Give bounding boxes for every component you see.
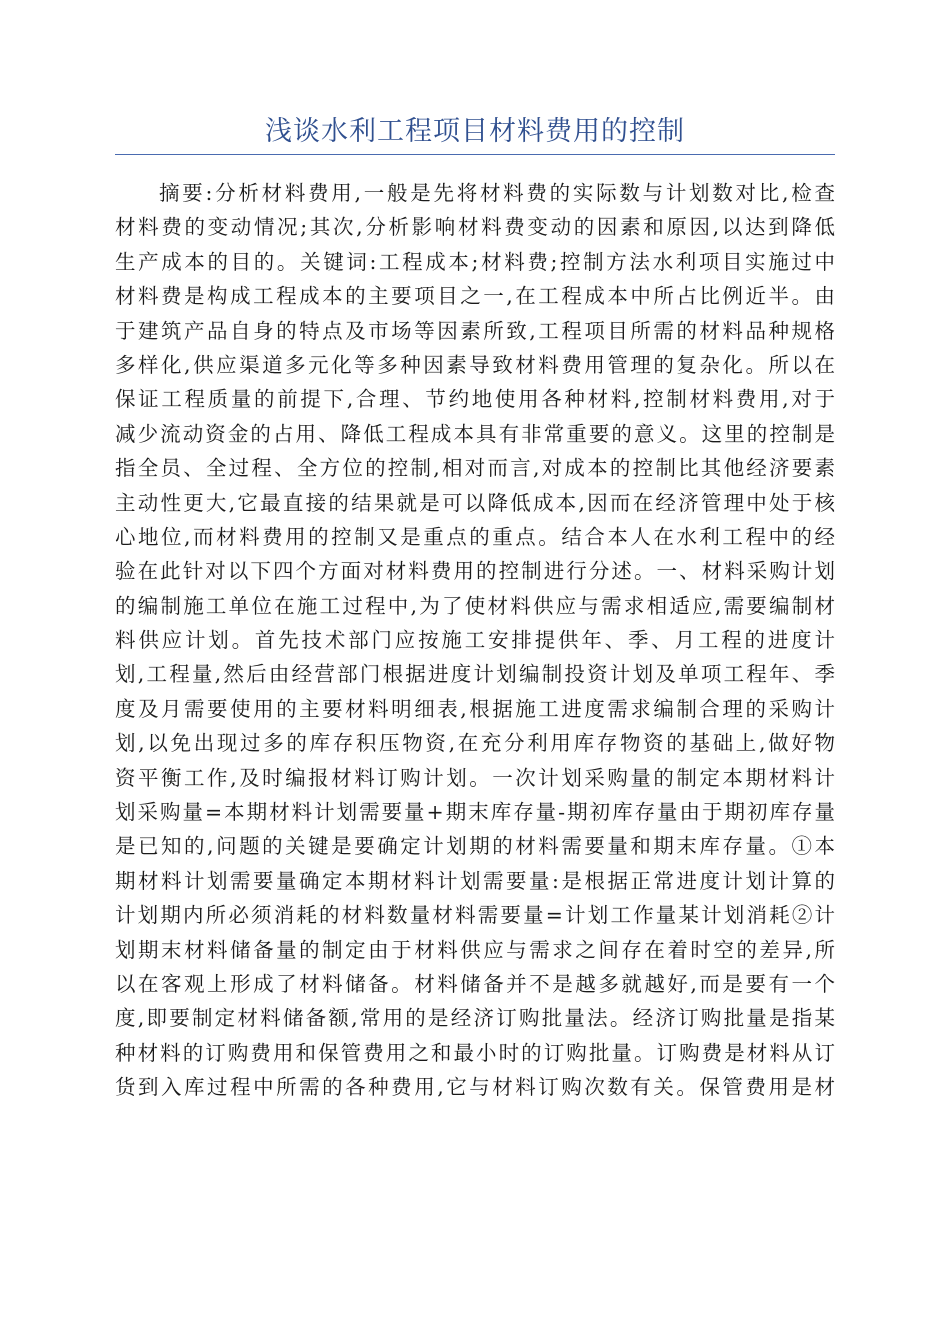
paragraph-line: 以在客观上形成了材料储备。材料储备并不是越多就越好,而是要有一个 [115,971,835,996]
body-paragraph [115,176,835,1105]
paragraph-line: 指全员、全过程、全方位的控制,相对而言,对成本的控制比其他经济要素 [115,456,835,481]
paragraph-line: 划采购量=本期材料计划需要量+期末库存量-期初库存量由于期初库存量 [115,800,835,825]
paragraph-line: 度及月需要使用的主要材料明细表,根据施工进度需求编制合理的采购计 [115,696,835,721]
paragraph-line: 验在此针对以下四个方面对材料费用的控制进行分述。一、材料采购计划 [115,559,835,584]
paragraph-line: 生产成本的目的。关键词:工程成本;材料费;控制方法水利项目实施过中 [115,249,835,274]
paragraph-line: 的编制施工单位在施工过程中,为了使材料供应与需求相适应,需要编制材 [115,593,835,618]
paragraph-line: 减少流动资金的占用、降低工程成本具有非常重要的意义。这里的控制是 [115,421,835,446]
paragraph-line: 度,即要制定材料储备额,常用的是经济订购批量法。经济订购批量是指某 [115,1006,835,1031]
paragraph-line: 计划期内所必须消耗的材料数量材料需要量=计划工作量某计划消耗②计 [115,903,835,928]
paragraph-line: 材料费是构成工程成本的主要项目之一,在工程成本中所占比例近半。由 [115,284,835,309]
paragraph-line: 主动性更大,它最直接的结果就是可以降低成本,因而在经济管理中处于核 [115,490,835,515]
paragraph-line: 划,工程量,然后由经营部门根据进度计划编制投资计划及单项工程年、季 [115,662,835,687]
paragraph-line: 是已知的,问题的关键是要确定计划期的材料需要量和期末库存量。①本 [115,834,835,859]
paragraph-line: 于建筑产品自身的特点及市场等因素所致,工程项目所需的材料品种规格 [115,318,835,343]
paragraph-line: 保证工程质量的前提下,合理、节约地使用各种材料,控制材料费用,对于 [115,387,835,412]
paragraph-line: 摘要:分析材料费用,一般是先将材料费的实际数与计划数对比,检查 [159,181,835,205]
paragraph-line: 划,以免出现过多的库存积压物资,在充分利用库存物资的基础上,做好物 [115,731,835,756]
paragraph-line: 货到入库过程中所需的各种费用,它与材料订购次数有关。保管费用是材 [115,1075,835,1100]
paragraph-line: 材料费的变动情况;其次,分析影响材料费变动的因素和原因,以达到降低 [115,215,835,240]
title-underline [115,154,835,155]
document-title: 浅谈水利工程项目材料费用的控制 [265,116,685,147]
paragraph-line: 心地位,而材料费用的控制又是重点的重点。结合本人在水利工程中的经 [115,524,835,549]
paragraph-line: 多样化,供应渠道多元化等多种因素导致材料费用管理的复杂化。所以在 [115,352,835,377]
paragraph-line: 资平衡工作,及时编报材料订购计划。一次计划采购量的制定本期材料计 [115,765,835,790]
paragraph-line: 料供应计划。首先技术部门应按施工安排提供年、季、月工程的进度计 [115,628,835,653]
paragraph-line: 期材料计划需要量确定本期材料计划需要量:是根据正常进度计划计算的 [115,868,835,893]
paragraph-line: 划期末材料储备量的制定由于材料供应与需求之间存在着时空的差异,所 [115,937,835,962]
paragraph-line: 种材料的订购费用和保管费用之和最小时的订购批量。订购费是材料从订 [115,1040,835,1065]
